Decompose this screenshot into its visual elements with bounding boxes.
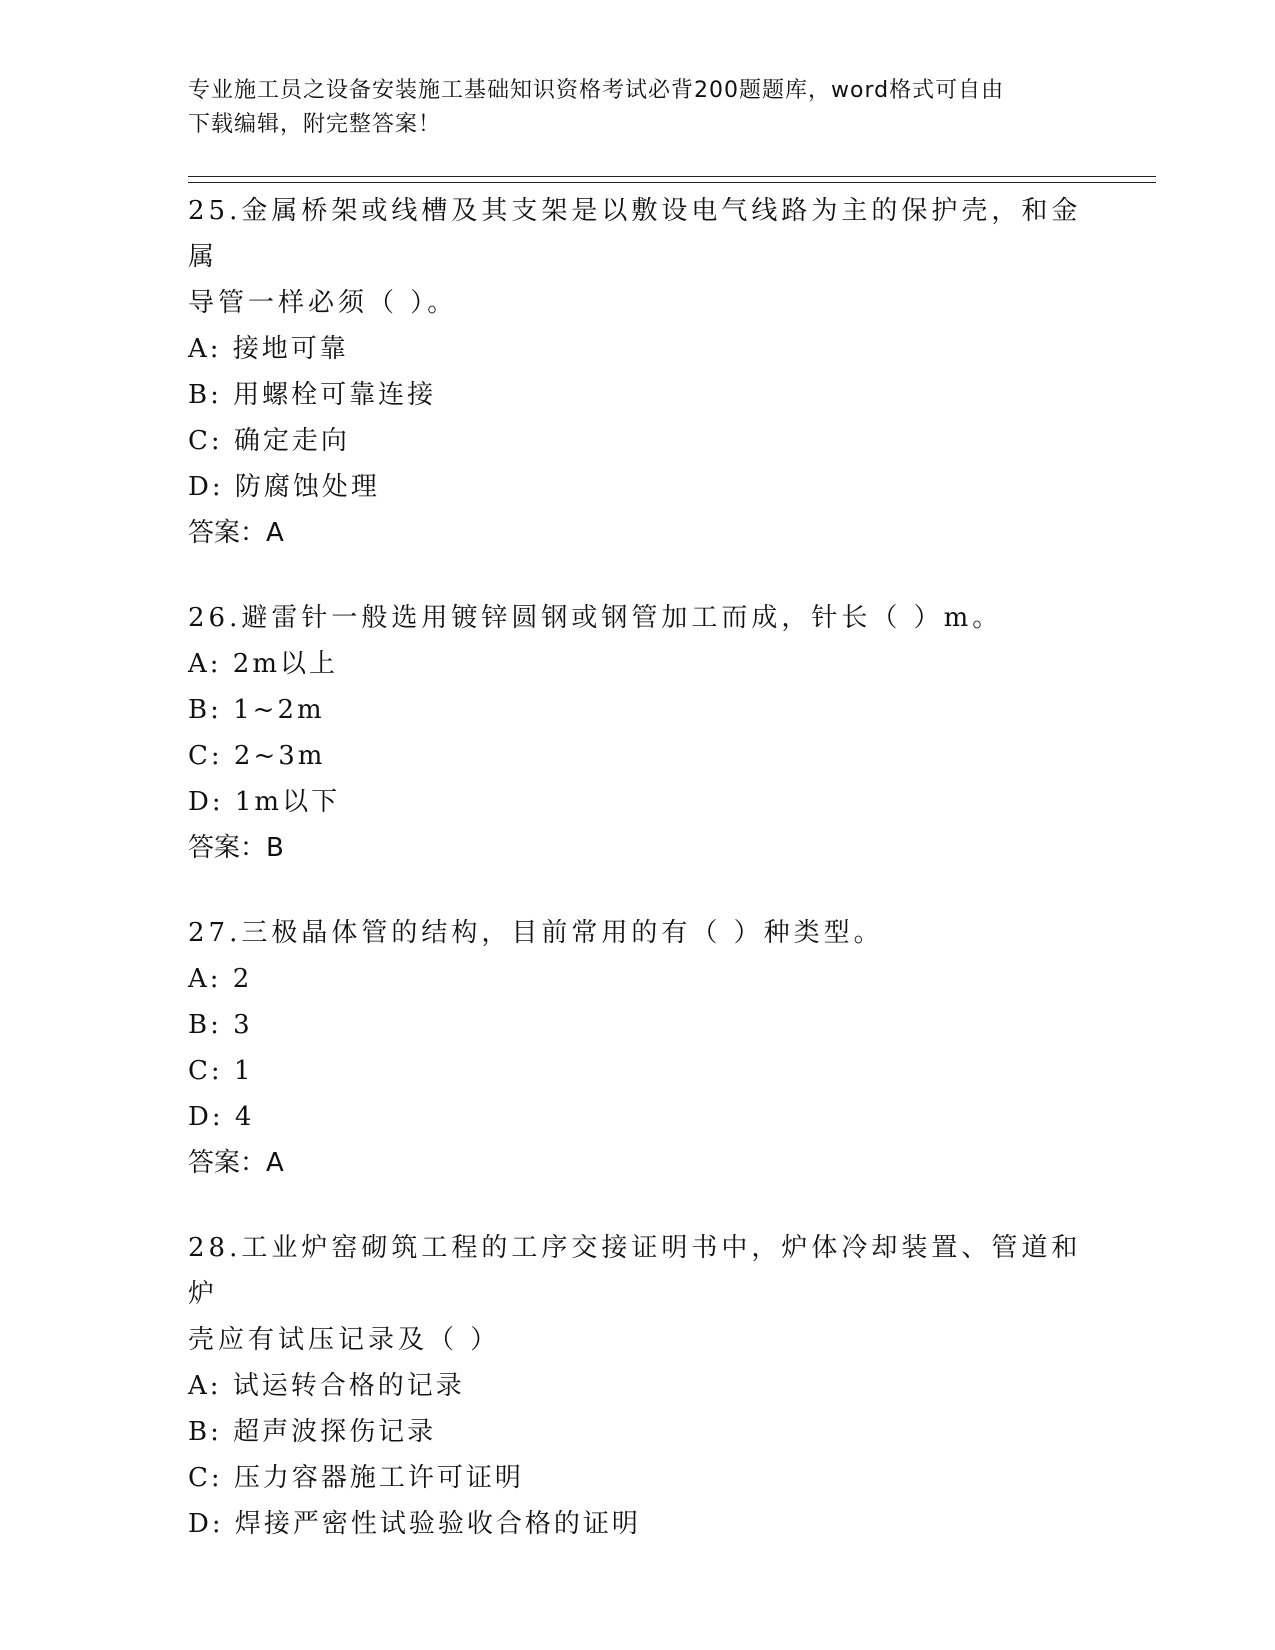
option-b: B: 用螺栓可靠连接 (188, 380, 437, 410)
option-b: B: 1~2m (188, 695, 325, 725)
header-divider-top (188, 176, 1156, 177)
question-stem-line: 27.三极晶体管的结构，目前常用的有（ ）种类型。 (188, 918, 884, 948)
question-stem-line: 壳应有试压记录及（ ） (188, 1325, 501, 1355)
option-c: C: 压力容器施工许可证明 (188, 1463, 524, 1493)
question-list (188, 188, 1088, 1586)
document-header (188, 74, 1088, 142)
option-a: A: 接地可靠 (188, 334, 349, 364)
question-27 (188, 910, 1088, 1186)
answer-label: 答案：A (188, 518, 284, 548)
option-b: B: 超声波探伤记录 (188, 1417, 437, 1447)
question-stem-line: 导管一样必须（ ）。 (188, 288, 458, 318)
option-a: A: 2 (188, 964, 253, 994)
option-d: D: 1m以下 (188, 787, 341, 817)
option-c: C: 确定走向 (188, 426, 350, 456)
header-divider-bottom (188, 182, 1156, 183)
option-b: B: 3 (188, 1010, 253, 1040)
option-c: C: 2~3m (188, 741, 326, 771)
option-a: A: 2m以上 (188, 649, 338, 679)
answer-label: 答案：B (188, 833, 284, 863)
question-stem-line: 25.金属桥架或线槽及其支架是以敷设电气线路为主的保护壳，和金属 (188, 196, 1082, 272)
option-c: C: 1 (188, 1056, 254, 1086)
question-28 (188, 1225, 1088, 1547)
answer-label: 答案：A (188, 1148, 284, 1178)
question-26 (188, 595, 1088, 871)
option-d: D: 焊接严密性试验验收合格的证明 (188, 1509, 641, 1539)
question-stem-line: 26.避雷针一般选用镀锌圆钢或钢管加工而成，针长（ ）m。 (188, 603, 1003, 633)
header-line-2: 下载编辑，附完整答案！ (188, 112, 442, 137)
header-line-1: 专业施工员之设备安装施工基础知识资格考试必背200题题库，word格式可自由 (188, 78, 1005, 103)
option-d: D: 4 (188, 1102, 255, 1132)
question-25 (188, 188, 1088, 556)
option-a: A: 试运转合格的记录 (188, 1371, 465, 1401)
question-stem-line: 28.工业炉窑砌筑工程的工序交接证明书中，炉体冷却装置、管道和炉 (188, 1233, 1082, 1309)
option-d: D: 防腐蚀处理 (188, 472, 380, 502)
